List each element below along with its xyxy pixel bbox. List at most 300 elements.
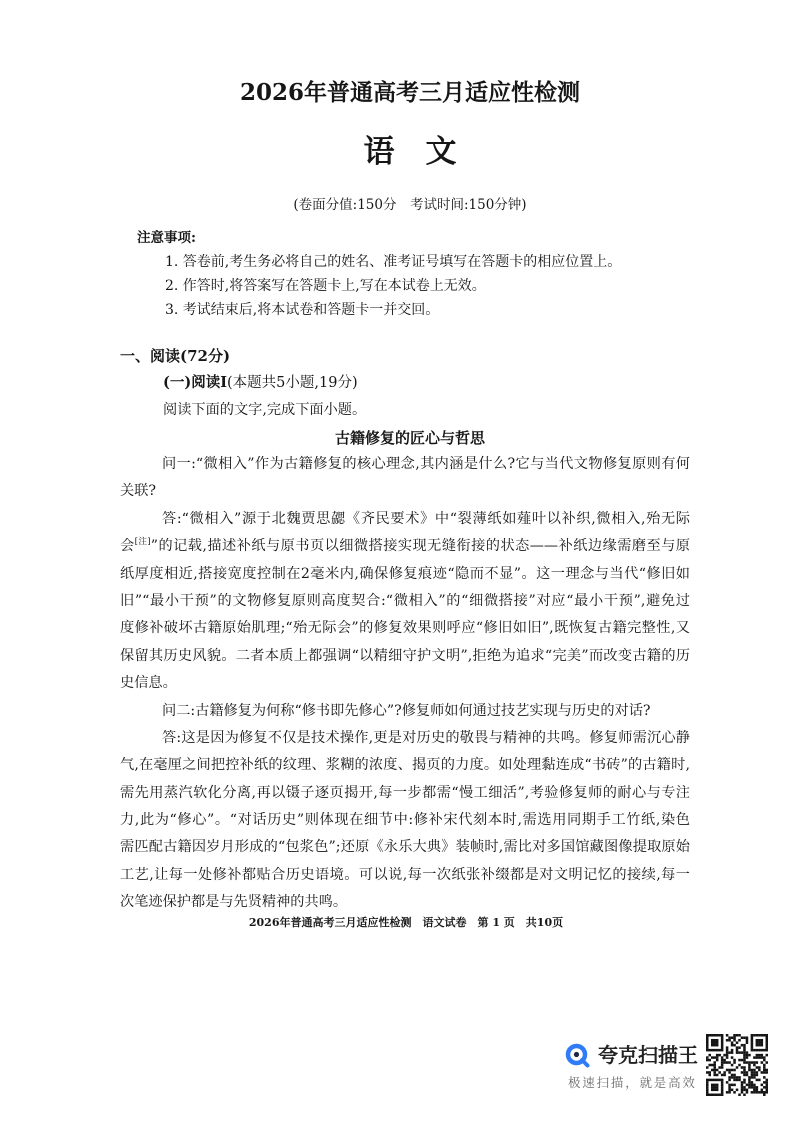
qr-module xyxy=(738,1039,741,1042)
qr-module xyxy=(726,1051,729,1054)
qr-module xyxy=(761,1054,764,1057)
part-note: (本题共5小题,19分) xyxy=(227,375,358,391)
qr-module xyxy=(756,1056,759,1059)
qr-module xyxy=(743,1046,746,1049)
qr-module xyxy=(736,1089,739,1092)
qr-module xyxy=(743,1056,746,1059)
text-line: 问二:古籍修复为何称“修书即先修心”?修复师如何通过技艺实现与历史的对话? xyxy=(162,702,651,719)
qr-module xyxy=(756,1089,759,1092)
qr-module xyxy=(751,1069,754,1072)
qr-module xyxy=(766,1071,768,1074)
qr-module xyxy=(753,1084,756,1087)
qr-module xyxy=(706,1094,709,1096)
qr-module xyxy=(706,1084,709,1087)
qr-module xyxy=(731,1049,734,1052)
qr-module xyxy=(713,1061,716,1064)
qr-module xyxy=(753,1056,756,1059)
qr-module xyxy=(716,1044,719,1047)
qr-module xyxy=(751,1091,754,1094)
qr-module xyxy=(761,1039,764,1042)
qr-module xyxy=(733,1059,736,1062)
qr-module xyxy=(746,1071,749,1074)
qr-module xyxy=(766,1091,768,1094)
qr-module xyxy=(721,1066,724,1069)
text-line: 次笔迹保护都是与先贤精神的共鸣。 xyxy=(120,894,348,911)
qr-module xyxy=(706,1044,709,1047)
qr-module xyxy=(718,1079,721,1082)
qr-module xyxy=(706,1041,709,1044)
qr-module xyxy=(726,1054,729,1057)
qr-module xyxy=(758,1066,761,1069)
notice-item: 3. 考试结束后,将本试卷和答题卡一并交回。 xyxy=(165,302,440,318)
qr-module xyxy=(743,1094,746,1096)
qr-module xyxy=(723,1061,726,1064)
qr-module xyxy=(738,1094,741,1096)
qr-module xyxy=(748,1084,751,1087)
qr-module xyxy=(751,1044,754,1047)
qr-code xyxy=(706,1034,768,1096)
qr-module xyxy=(756,1086,759,1089)
text-line: 工艺,让每一处修补都贴合历史语境。可以说,每一次纸张补缀都是对文明记忆的接续,每一 xyxy=(120,866,690,883)
qr-module xyxy=(711,1089,714,1092)
qr-module xyxy=(743,1051,746,1054)
qr-module xyxy=(766,1086,768,1089)
qr-module xyxy=(736,1066,739,1069)
qr-module xyxy=(763,1049,766,1052)
qr-module xyxy=(708,1079,711,1082)
qr-module xyxy=(743,1061,746,1064)
qr-module xyxy=(711,1064,714,1067)
paragraph xyxy=(120,698,690,725)
quark-logo-icon xyxy=(564,1042,591,1069)
qr-module xyxy=(728,1039,731,1042)
qr-module xyxy=(711,1086,714,1089)
qr-module xyxy=(733,1091,736,1094)
qr-module xyxy=(743,1079,746,1082)
qr-module xyxy=(706,1081,709,1084)
qr-module xyxy=(733,1069,736,1072)
qr-module xyxy=(761,1089,764,1092)
qr-module xyxy=(711,1084,714,1087)
qr-module xyxy=(721,1044,724,1047)
qr-module xyxy=(758,1039,761,1042)
qr-module xyxy=(756,1074,759,1077)
qr-module xyxy=(751,1061,754,1064)
paragraph xyxy=(120,451,690,506)
qr-module xyxy=(736,1051,739,1054)
qr-module xyxy=(766,1084,768,1087)
qr-module xyxy=(758,1044,761,1047)
qr-module xyxy=(728,1036,731,1039)
qr-module xyxy=(731,1074,734,1077)
qr-module xyxy=(716,1056,719,1059)
qr-module xyxy=(743,1089,746,1092)
qr-module xyxy=(748,1076,751,1079)
qr-module xyxy=(756,1034,759,1037)
qr-module xyxy=(738,1079,741,1082)
text-line: 需先用蒸汽软化分离,再以镊子逐页揭开,每一步都需“慢工细活”,考验修复师的耐心与专注 xyxy=(120,784,690,801)
qr-module xyxy=(758,1049,761,1052)
qr-module xyxy=(711,1069,714,1072)
notice-item: 1. 答卷前,考生务必将自己的姓名、准考证号填写在答题卡的相应位置上。 xyxy=(165,254,622,270)
qr-module xyxy=(741,1071,744,1074)
qr-module xyxy=(743,1071,746,1074)
qr-module xyxy=(758,1079,761,1082)
qr-module xyxy=(753,1034,756,1037)
qr-module xyxy=(743,1059,746,1062)
qr-module xyxy=(743,1081,746,1084)
qr-module xyxy=(761,1091,764,1094)
text-line: 旧”“最小干预”的文物修复原则高度契合:“微相入”的“细微搭接”对应“最小干预”,避免过 xyxy=(120,592,690,609)
qr-module xyxy=(713,1084,716,1087)
qr-module xyxy=(716,1079,719,1082)
qr-module xyxy=(726,1081,729,1084)
qr-module xyxy=(766,1079,768,1082)
qr-module xyxy=(733,1036,736,1039)
qr-module xyxy=(743,1049,746,1052)
qr-module xyxy=(706,1086,709,1089)
qr-module xyxy=(716,1049,719,1052)
qr-module xyxy=(716,1054,719,1057)
qr-module xyxy=(718,1071,721,1074)
qr-module xyxy=(736,1049,739,1052)
qr-module xyxy=(721,1059,724,1062)
article-title: 古籍修复的匠心与哲思 xyxy=(334,429,485,447)
qr-module xyxy=(713,1064,716,1067)
qr-module xyxy=(756,1039,759,1042)
qr-module xyxy=(706,1049,709,1052)
qr-module xyxy=(756,1079,759,1082)
qr-module xyxy=(763,1094,766,1096)
qr-module xyxy=(743,1086,746,1089)
qr-module xyxy=(733,1034,736,1037)
qr-module xyxy=(706,1066,709,1069)
qr-module xyxy=(731,1051,734,1054)
qr-module xyxy=(718,1066,721,1069)
qr-module xyxy=(766,1041,768,1044)
qr-module xyxy=(731,1064,734,1067)
qr-module xyxy=(766,1039,768,1042)
qr-module xyxy=(726,1091,729,1094)
qr-module xyxy=(708,1071,711,1074)
text-line: 关联? xyxy=(120,483,156,500)
qr-module xyxy=(728,1089,731,1092)
qr-module xyxy=(756,1061,759,1064)
qr-module xyxy=(728,1061,731,1064)
qr-module xyxy=(766,1044,768,1047)
qr-module xyxy=(758,1054,761,1057)
qr-module xyxy=(743,1069,746,1072)
line-segment: ”的记载,描述补纸与原书页以细微搭接实现无缝衔接的状态——补纸边缘需磨至与原 xyxy=(150,538,690,555)
qr-module xyxy=(706,1091,709,1094)
text-line: 问一:“微相入”作为古籍修复的核心理念,其内涵是什么?它与当代文物修复原则有何 xyxy=(162,456,690,472)
qr-module xyxy=(753,1071,756,1074)
qr-module xyxy=(741,1036,744,1039)
qr-module xyxy=(713,1089,716,1092)
qr-module xyxy=(708,1054,711,1057)
qr-module xyxy=(761,1071,764,1074)
qr-module xyxy=(753,1091,756,1094)
qr-module xyxy=(731,1036,734,1039)
notice-heading: 注意事项: xyxy=(137,230,196,246)
qr-module xyxy=(741,1059,744,1062)
qr-module xyxy=(706,1036,709,1039)
qr-module xyxy=(718,1034,721,1037)
qr-module xyxy=(748,1064,751,1067)
qr-module xyxy=(711,1034,714,1037)
qr-module xyxy=(713,1069,716,1072)
qr-module xyxy=(721,1064,724,1067)
qr-module xyxy=(726,1039,729,1042)
qr-module xyxy=(731,1056,734,1059)
qr-module xyxy=(713,1074,716,1077)
exam-title: 2026年普通高考三月适应性检测 xyxy=(239,79,580,106)
qr-module xyxy=(748,1069,751,1072)
qr-module xyxy=(721,1034,724,1037)
qr-module xyxy=(713,1039,716,1042)
text-line: 力,此为“修心”。“对话历史”则体现在细节中:修补宋代刻本时,需选用同期手工竹纸,染色 xyxy=(120,812,690,829)
qr-module xyxy=(756,1044,759,1047)
qr-module xyxy=(713,1086,716,1089)
qr-module xyxy=(713,1079,716,1082)
qr-module xyxy=(718,1094,721,1096)
qr-module xyxy=(723,1059,726,1062)
qr-module xyxy=(726,1069,729,1072)
qr-module xyxy=(721,1056,724,1059)
qr-module xyxy=(766,1069,768,1072)
text-line: 答:这是因为修复不仅是技术操作,更是对历史的敬畏与精神的共鸣。修复师需沉心静 xyxy=(162,729,690,746)
qr-module xyxy=(721,1036,724,1039)
qr-module xyxy=(758,1091,761,1094)
qr-module xyxy=(716,1094,719,1096)
qr-module xyxy=(728,1091,731,1094)
qr-module xyxy=(753,1074,756,1077)
qr-module xyxy=(728,1079,731,1082)
qr-module xyxy=(763,1064,766,1067)
qr-module xyxy=(718,1049,721,1052)
qr-module xyxy=(708,1094,711,1096)
subject-title: 语 文 xyxy=(363,134,457,170)
qr-module xyxy=(746,1074,749,1077)
qr-module xyxy=(748,1054,751,1057)
qr-module xyxy=(736,1076,739,1079)
qr-module xyxy=(748,1079,751,1082)
qr-module xyxy=(738,1051,741,1054)
qr-module xyxy=(736,1034,739,1037)
qr-module xyxy=(726,1056,729,1059)
qr-module xyxy=(751,1074,754,1077)
watermark-brand: 夸克扫描王 xyxy=(598,1043,698,1067)
qr-module xyxy=(733,1061,736,1064)
qr-module xyxy=(726,1046,729,1049)
qr-module xyxy=(716,1089,719,1092)
qr-module xyxy=(743,1074,746,1077)
qr-module xyxy=(728,1084,731,1087)
qr-module xyxy=(736,1079,739,1082)
qr-module xyxy=(716,1059,719,1062)
qr-module xyxy=(741,1086,744,1089)
qr-module xyxy=(713,1094,716,1096)
qr-module xyxy=(766,1034,768,1037)
qr-module xyxy=(758,1034,761,1037)
qr-module xyxy=(766,1089,768,1092)
qr-module xyxy=(751,1086,754,1089)
qr-module xyxy=(763,1081,766,1084)
qr-module xyxy=(763,1059,766,1062)
qr-module xyxy=(756,1049,759,1052)
qr-module xyxy=(753,1061,756,1064)
qr-module xyxy=(711,1041,714,1044)
qr-module xyxy=(756,1041,759,1044)
qr-module xyxy=(731,1076,734,1079)
qr-module xyxy=(711,1056,714,1059)
qr-module xyxy=(708,1064,711,1067)
part-label: (一)阅读Ⅰ xyxy=(163,374,228,391)
qr-module xyxy=(721,1081,724,1084)
text-line: 度修补破坏古籍原始肌理;“殆无际会”的修复效果则呼应“修旧如旧”,既恢复古籍完整性,又 xyxy=(120,620,690,637)
qr-module xyxy=(706,1059,709,1062)
qr-module xyxy=(711,1094,714,1096)
qr-module xyxy=(706,1079,709,1082)
qr-module xyxy=(726,1061,729,1064)
qr-module xyxy=(746,1041,749,1044)
qr-module xyxy=(763,1091,766,1094)
reading-instruction: 阅读下面的文字,完成下面小题。 xyxy=(163,402,367,418)
qr-module xyxy=(753,1076,756,1079)
qr-module xyxy=(761,1044,764,1047)
qr-module xyxy=(751,1046,754,1049)
notice-item: 2. 作答时,将答案写在答题卡上,写在本试卷上无效。 xyxy=(165,278,486,294)
qr-module xyxy=(763,1071,766,1074)
qr-module xyxy=(736,1046,739,1049)
qr-module xyxy=(721,1046,724,1049)
qr-module xyxy=(708,1049,711,1052)
qr-module xyxy=(721,1061,724,1064)
qr-module xyxy=(766,1061,768,1064)
qr-module xyxy=(748,1086,751,1089)
qr-module xyxy=(758,1069,761,1072)
qr-module xyxy=(748,1061,751,1064)
qr-module xyxy=(716,1074,719,1077)
line-segment: 会 xyxy=(120,538,135,555)
qr-module xyxy=(708,1034,711,1037)
qr-module xyxy=(716,1084,719,1087)
qr-module xyxy=(713,1049,716,1052)
qr-module xyxy=(728,1051,731,1054)
qr-module xyxy=(731,1089,734,1092)
text-line xyxy=(120,533,690,560)
qr-module xyxy=(713,1041,716,1044)
qr-module xyxy=(713,1044,716,1047)
qr-module xyxy=(733,1076,736,1079)
qr-module xyxy=(723,1054,726,1057)
qr-module xyxy=(746,1089,749,1092)
qr-module xyxy=(728,1076,731,1079)
qr-module xyxy=(756,1066,759,1069)
qr-module xyxy=(741,1066,744,1069)
qr-module xyxy=(751,1081,754,1084)
qr-module xyxy=(716,1034,719,1037)
qr-module xyxy=(706,1071,709,1074)
qr-module xyxy=(741,1084,744,1087)
qr-module xyxy=(738,1059,741,1062)
qr-module xyxy=(708,1059,711,1062)
qr-module xyxy=(753,1064,756,1067)
qr-module xyxy=(761,1061,764,1064)
qr-module xyxy=(751,1049,754,1052)
qr-module xyxy=(721,1094,724,1096)
part-heading xyxy=(163,372,358,394)
qr-module xyxy=(741,1044,744,1047)
qr-module xyxy=(746,1051,749,1054)
qr-module xyxy=(718,1054,721,1057)
qr-module xyxy=(756,1071,759,1074)
qr-module xyxy=(713,1034,716,1037)
qr-module xyxy=(746,1061,749,1064)
qr-module xyxy=(713,1056,716,1059)
qr-module xyxy=(721,1086,724,1089)
qr-module xyxy=(728,1071,731,1074)
qr-module xyxy=(741,1081,744,1084)
qr-module xyxy=(763,1076,766,1079)
qr-module xyxy=(738,1076,741,1079)
qr-module xyxy=(733,1039,736,1042)
text-line: 史信息。 xyxy=(120,675,177,692)
qr-module xyxy=(711,1079,714,1082)
qr-module xyxy=(706,1034,709,1037)
qr-module xyxy=(761,1041,764,1044)
qr-module xyxy=(766,1036,768,1039)
qr-module xyxy=(751,1039,754,1042)
qr-module xyxy=(721,1074,724,1077)
qr-module xyxy=(738,1046,741,1049)
qr-module xyxy=(743,1066,746,1069)
qr-module xyxy=(728,1086,731,1089)
qr-module xyxy=(731,1041,734,1044)
qr-module xyxy=(726,1049,729,1052)
qr-module xyxy=(763,1056,766,1059)
qr-module xyxy=(753,1086,756,1089)
qr-module xyxy=(721,1084,724,1087)
qr-module xyxy=(716,1041,719,1044)
qr-module xyxy=(761,1056,764,1059)
qr-module xyxy=(746,1036,749,1039)
qr-module xyxy=(761,1034,764,1037)
qr-module xyxy=(741,1089,744,1092)
qr-module xyxy=(721,1079,724,1082)
qr-module xyxy=(716,1039,719,1042)
qr-module xyxy=(766,1081,768,1084)
score-time-info: (卷面分值:150分 考试时间:150分钟) xyxy=(293,197,527,213)
qr-module xyxy=(711,1049,714,1052)
qr-module xyxy=(706,1056,709,1059)
qr-module xyxy=(706,1089,709,1092)
text-line: 纸厚度相近,搭接宽度控制在2毫米内,确保修复痕迹“隐而不显”。这一理念与当代“修旧如 xyxy=(120,565,690,582)
qr-module xyxy=(766,1054,768,1057)
qr-module xyxy=(751,1034,754,1037)
qr-module xyxy=(711,1039,714,1042)
qr-module xyxy=(741,1051,744,1054)
qr-module xyxy=(763,1086,766,1089)
text-line: 气,在毫厘之间把控补纸的纹理、浆糊的浓度、揭页的力度。如处理黏连成“书砖”的古籍时, xyxy=(120,757,690,774)
qr-module xyxy=(706,1046,709,1049)
qr-module xyxy=(766,1049,768,1052)
watermark-slogan: 极速扫描，就是高效 xyxy=(568,1075,697,1090)
paragraph xyxy=(120,725,690,917)
qr-module xyxy=(751,1036,754,1039)
qr-module xyxy=(733,1079,736,1082)
qr-module xyxy=(763,1069,766,1072)
